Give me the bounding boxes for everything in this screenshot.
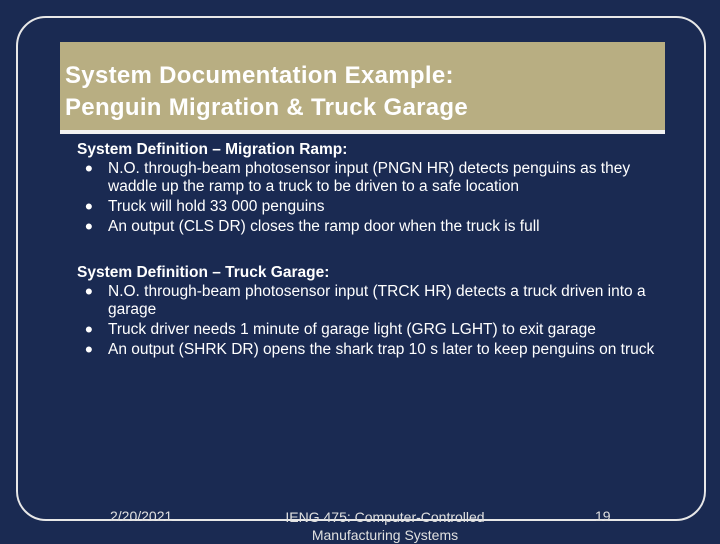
title-line-1: System Documentation Example: xyxy=(65,62,454,89)
section-heading: System Definition – Migration Ramp: xyxy=(77,141,348,158)
list-item-text: N.O. through-beam photosensor input (TRCK HR) detects a truck driven into a garage xyxy=(108,283,646,318)
list-item xyxy=(77,337,677,362)
list-item xyxy=(77,279,677,319)
bullet-icon: • xyxy=(85,337,93,362)
bullet-icon: • xyxy=(85,194,93,219)
list-item-text: Truck driver needs 1 minute of garage light (GRG LGHT) to exit garage xyxy=(108,321,596,338)
bullet-list xyxy=(77,279,677,362)
section-heading: System Definition – Truck Garage: xyxy=(77,264,330,281)
footer-course: IENG 475: Computer-Controlled Manufacturing Systems xyxy=(285,509,485,543)
list-item-text: An output (CLS DR) closes the ramp door when the truck is full xyxy=(108,218,540,235)
list-item xyxy=(77,214,677,239)
list-item xyxy=(77,194,677,219)
list-item-text: N.O. through-beam photosensor input (PNGN HR) detects penguins as they waddle up the ramp to a truck to be driven to a safe location xyxy=(108,160,631,195)
bullet-list xyxy=(77,156,677,239)
title-line-2: Penguin Migration & Truck Garage xyxy=(65,94,468,121)
list-item-text: Truck will hold 33 000 penguins xyxy=(108,198,325,215)
list-item xyxy=(77,156,677,196)
list-item xyxy=(77,317,677,342)
footer-date: 2/20/2021 xyxy=(110,508,173,524)
bullet-icon: • xyxy=(85,317,93,342)
truck-garage-section xyxy=(77,263,677,361)
page-number: 19 xyxy=(595,508,611,524)
bullet-icon: • xyxy=(85,279,93,304)
bullet-icon: • xyxy=(85,214,93,239)
bullet-icon: • xyxy=(85,156,93,181)
migration-ramp-section xyxy=(77,140,677,238)
list-item-text: An output (SHRK DR) opens the shark trap 10 s later to keep penguins on truck xyxy=(108,341,655,358)
slide-title xyxy=(65,60,665,124)
